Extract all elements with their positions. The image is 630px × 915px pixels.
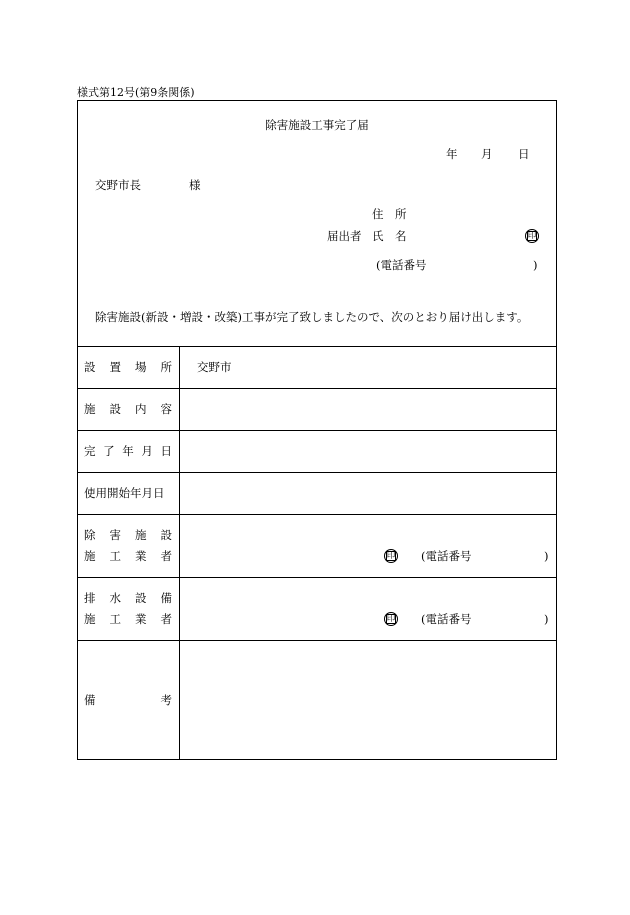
month-label: 月 <box>481 147 493 161</box>
content-label: 施 設 内 容 <box>84 402 172 416</box>
column-divider <box>179 346 180 759</box>
divider <box>78 430 556 431</box>
abatement-contractor-label-line2: 施 工 業 者 <box>84 549 172 563</box>
address-label: 住 所 <box>372 207 407 221</box>
location-label: 設 置 場 所 <box>84 360 172 374</box>
drainage-contractor-label-line2: 施 工 業 者 <box>84 612 172 626</box>
remarks-label: 備 考 <box>84 693 172 707</box>
seal-icon: 印 <box>384 549 398 563</box>
form-title: 除害施設工事完了届 <box>265 118 369 132</box>
abatement-contractor-label-line1: 除 害 施 設 <box>84 528 172 542</box>
notifier-label: 届出者 <box>327 229 362 243</box>
day-label: 日 <box>518 147 530 161</box>
addressee-name: 交野市長 <box>95 178 141 192</box>
completion-date-label: 完 了 年 月 日 <box>84 444 172 458</box>
name-label: 氏 名 <box>372 229 407 243</box>
drainage-phone-label: (電話番号 <box>421 612 472 626</box>
addressee-honorific: 様 <box>189 178 201 192</box>
divider <box>78 514 556 515</box>
year-label: 年 <box>446 147 458 161</box>
start-date-label: 使用開始年月日 <box>84 486 165 500</box>
seal-icon: 印 <box>525 229 539 243</box>
form-number: 様式第12号(第9条関係) <box>77 86 195 99</box>
abatement-phone-label: (電話番号 <box>421 549 472 563</box>
divider <box>78 472 556 473</box>
divider <box>78 577 556 578</box>
drainage-phone-close: ) <box>544 612 549 626</box>
statement-text: 除害施設(新設・増設・改築)工事が完了致しましたので、次のとおり届け出します。 <box>95 310 529 324</box>
notification-form <box>77 100 557 760</box>
seal-icon: 印 <box>384 612 398 626</box>
abatement-phone-close: ) <box>544 549 549 563</box>
divider <box>78 346 556 347</box>
divider <box>78 388 556 389</box>
drainage-contractor-label-line1: 排 水 設 備 <box>84 591 172 605</box>
phone-label: (電話番号 <box>376 258 427 272</box>
phone-close-paren: ) <box>533 258 538 272</box>
location-value: 交野市 <box>197 360 232 374</box>
divider <box>78 640 556 641</box>
